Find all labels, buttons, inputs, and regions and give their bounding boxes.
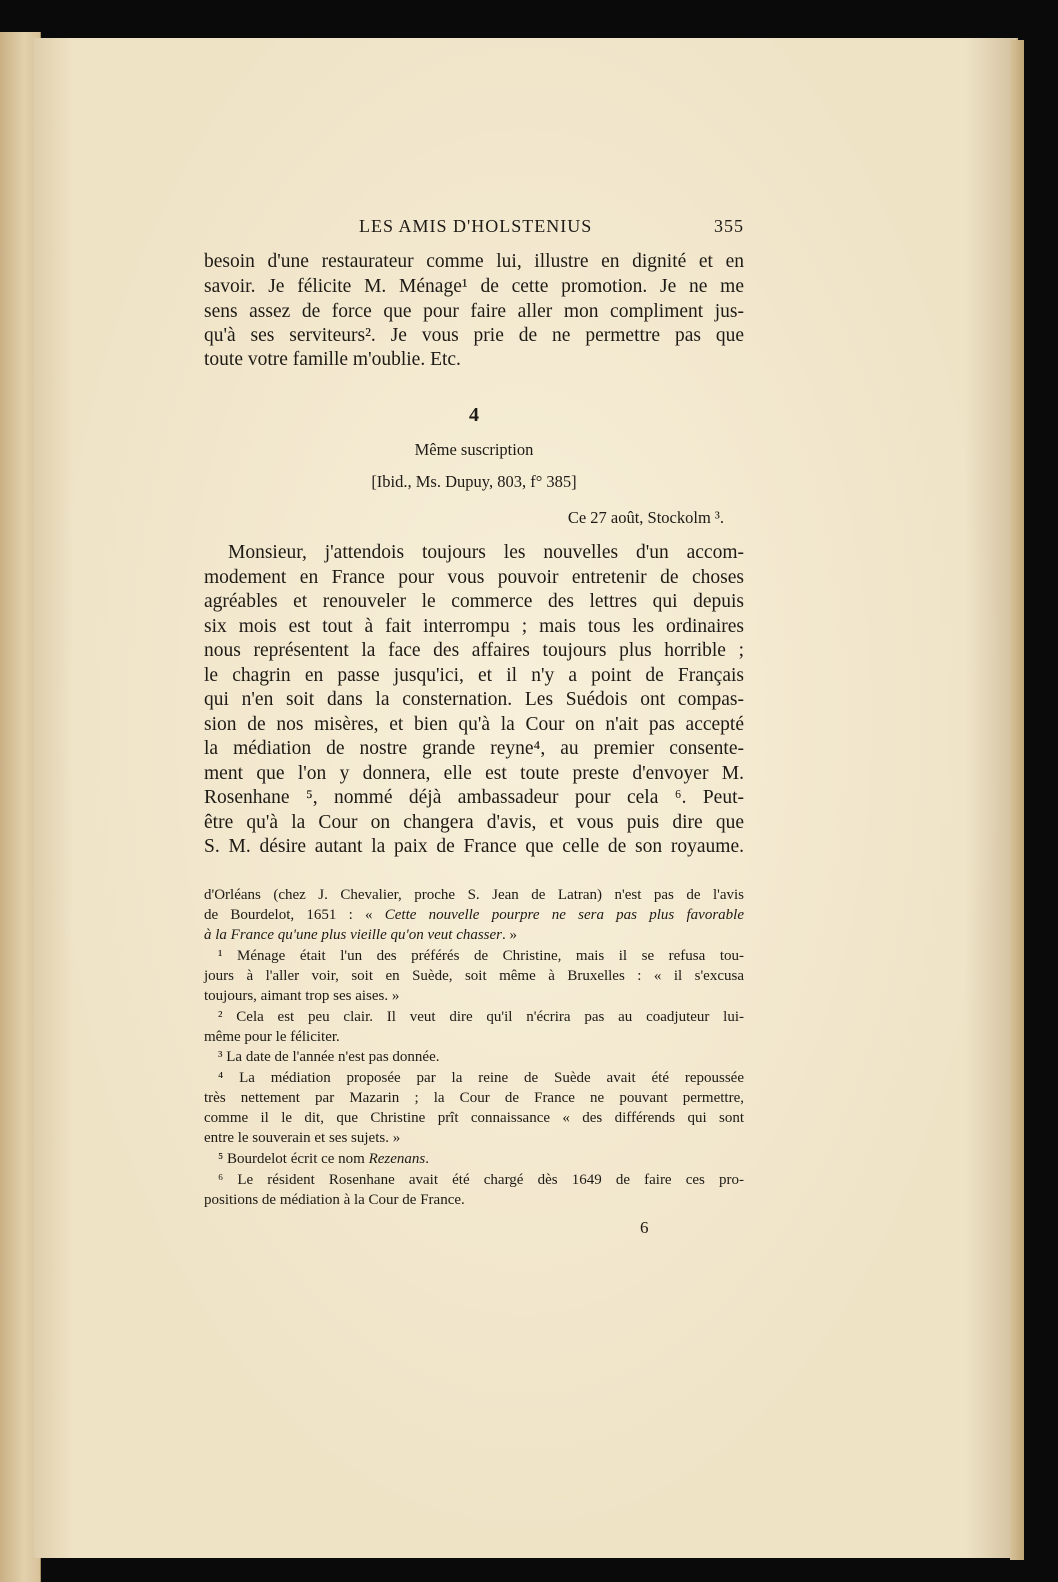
running-header: [204, 216, 744, 242]
text-line: la médiation de nostre grande reyne⁴, au premier consente-: [204, 738, 744, 759]
text-line: besoin d'une restaurateur comme lui, illustre en dignité et en: [204, 251, 744, 272]
letter-source: [Ibid., Ms. Dupuy, 803, f° 385]: [371, 472, 577, 491]
footnote-6: ⁶ Le résident Rosenhane avait été chargé dès 1649 de faire ces pro-: [218, 1172, 744, 1188]
footnote-line: entre le souverain et ses sujets. »: [204, 1130, 401, 1146]
running-title: LES AMIS D'HOLSTENIUS: [359, 216, 593, 236]
footnote-5: ⁵ Bourdelot écrit ce nom Rezenans.: [218, 1151, 430, 1167]
text-line: Monsieur, j'attendois toujours les nouvelles d'un accom-: [228, 542, 744, 563]
letter-suscription: Même suscription: [414, 440, 534, 459]
text-line: savoir. Je félicite M. Ménage¹ de cette promotion. Je ne me: [204, 276, 744, 297]
letter-number: 4: [469, 404, 479, 426]
footnote-line: positions de médiation à la Cour de France.: [204, 1192, 465, 1208]
text-line: qui n'en soit dans la consternation. Les Suédois ont compas-: [204, 689, 744, 710]
footnote-line: toujours, aimant trop ses aises. »: [204, 988, 400, 1004]
footnote-line: d'Orléans (chez J. Chevalier, proche S. Jean de Latran) n'est pas de l'avis: [204, 887, 744, 903]
text-line: ment que l'on y donnera, elle est toute preste d'envoyer M.: [204, 763, 744, 784]
signature-mark: 6: [640, 1218, 649, 1237]
text-line: être qu'à la Cour on changera d'avis, et vous puis dire que: [204, 812, 744, 833]
footnote-1: ¹ Ménage était l'un des préférés de Christine, mais il se refusa tou-: [218, 948, 744, 964]
text-line: toute votre famille m'oublie. Etc.: [204, 349, 461, 370]
footnote-line: de Bourdelot, 1651 : « Cette nouvelle pourpre ne sera pas plus favorable: [204, 907, 744, 923]
text-line: agréables et renouveler le commerce des lettres qui depuis: [204, 591, 744, 612]
page-number: 355: [714, 216, 744, 236]
text-line: le chagrin en passe jusqu'ici, et il n'y a point de Français: [204, 665, 744, 686]
text-line: S. M. désire autant la paix de France que celle de son royaume.: [204, 836, 744, 857]
footnote-4: ⁴ La médiation proposée par la reine de Suède avait été repoussée: [218, 1070, 744, 1086]
footnote-3: ³ La date de l'année n'est pas donnée.: [218, 1049, 440, 1065]
footnote-line: même pour le féliciter.: [204, 1029, 340, 1045]
text-line: modement en France pour vous pouvoir entretenir de choses: [204, 567, 744, 588]
text-line: qu'à ses serviteurs². Je vous prie de ne permettre pas que: [204, 325, 744, 346]
letter-dateline: Ce 27 août, Stockolm ³.: [567, 508, 724, 527]
footnote-line: comme il le dit, que Christine prît connaissance « des différends qui sont: [204, 1110, 744, 1126]
footnote-line: jours à l'aller voir, soit en Suède, soit même à Bruxelles : « il s'excusa: [204, 968, 744, 984]
text-line: sens assez de force que pour faire aller mon compliment jus-: [204, 301, 744, 322]
footnote-2: ² Cela est peu clair. Il veut dire qu'il n'écrira pas au coadjuteur lui-: [218, 1009, 744, 1025]
text-line: nous représentent la face des affaires toujours plus horrible ;: [204, 640, 744, 661]
text-line: sion de nos misères, et bien qu'à la Cour on n'ait pas accepté: [204, 714, 744, 735]
footnote-line: très nettement par Mazarin ; la Cour de France ne pouvant permettre,: [204, 1090, 744, 1106]
text-line: Rosenhane ⁵, nommé déjà ambassadeur pour cela ⁶. Peut-: [204, 787, 744, 808]
page-stack-edge: [1010, 40, 1024, 1560]
footnote-line: à la France qu'une plus vieille qu'on veut chasser. »: [204, 927, 518, 943]
text-line: six mois est tout à fait interrompu ; mais tous les ordinaires: [204, 616, 744, 637]
